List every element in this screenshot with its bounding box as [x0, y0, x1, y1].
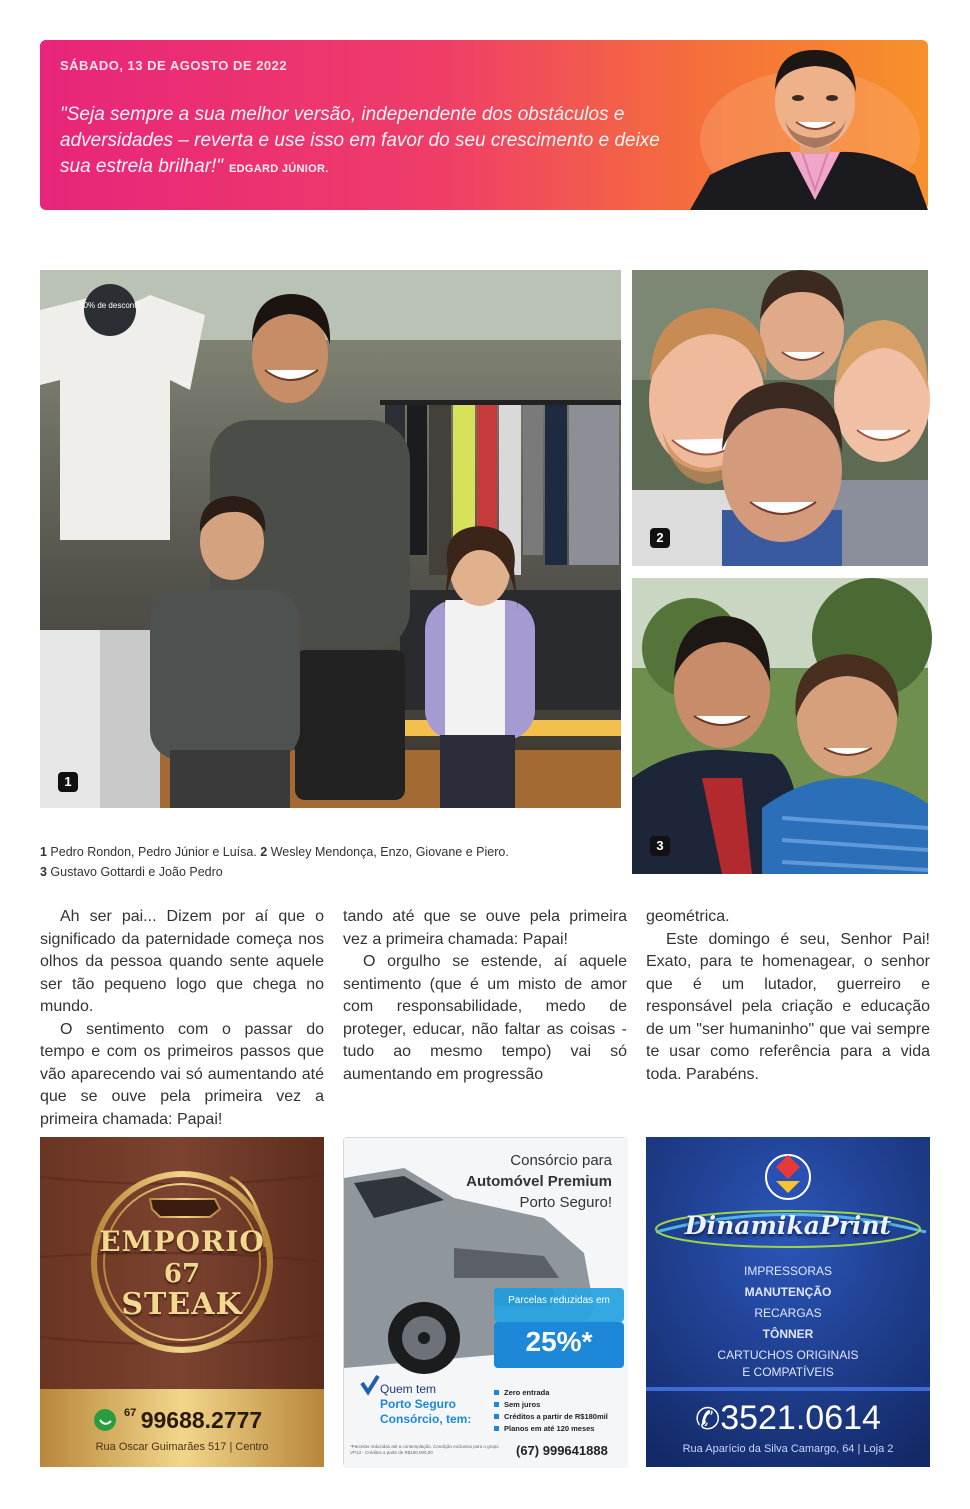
discount-tag-text: 10% de desconto	[79, 301, 141, 310]
brand-line-3: STEAK	[121, 1287, 243, 1322]
date-line: SÁBADO, 13 DE AGOSTO DE 2022	[60, 58, 288, 73]
disclaimer: *Parcelas reduzidas até a contemplação. Condição exclusiva para o grupo VP13 - Créditos a partir de R$180.000,00	[350, 1444, 499, 1455]
phone-number: 3521.0614	[720, 1399, 881, 1437]
benefit-item: Zero entrada	[504, 1388, 550, 1397]
services-list	[646, 1261, 930, 1383]
benefits-list	[504, 1387, 608, 1435]
parcelas-label: Parcelas reduzidas em	[508, 1295, 610, 1306]
article-column-1	[40, 906, 324, 1128]
caption-text: Pedro Rondon, Pedro Júnior e Luísa.	[46, 845, 261, 859]
photo-number-badge: 3	[650, 836, 670, 856]
benefit-item: Planos em até 120 meses	[504, 1424, 595, 1433]
quote-text: "Seja sempre a sua melhor versão, independente dos obstáculos e adversidades – reverta e use isso em favor do seu crescimento e deixe sua estrela brilhar!"	[60, 104, 660, 177]
phone-line	[666, 1399, 910, 1438]
header-banner	[40, 40, 928, 210]
caption-number: 3	[40, 865, 47, 879]
caption-text: Gustavo Gottardi e João Pedro	[46, 865, 223, 879]
photo-father-son-outdoor	[632, 578, 928, 874]
brand-line-2: 67	[163, 1259, 201, 1289]
service-item: E COMPATÍVEIS	[742, 1365, 834, 1379]
article-column-3	[646, 906, 930, 1086]
article-paragraph-continued: geométrica.	[646, 908, 730, 925]
article-paragraph: O orgulho se estende, aí aquele sentimento (que é um misto de amor com responsabilidade, medo de proteger, educar, não faltar as coisas - tudo ao mesmo tempo) vai só aumentando em progressão	[343, 953, 627, 1083]
brand-line-1: EMPORIO	[99, 1225, 265, 1258]
phone-number: (67) 999641888	[516, 1443, 608, 1458]
service-item: RECARGAS	[754, 1306, 822, 1320]
article-paragraph: Ah ser pai... Dizem por aí que o significado da paternidade começa nos olhos da pessoa quando sente aquele ser tão pequeno logo que chega no mundo.	[40, 908, 324, 1015]
service-item: TÔNNER	[762, 1327, 814, 1341]
ad-title	[466, 1150, 612, 1213]
photo-number-badge: 2	[650, 528, 670, 548]
photo-caption	[40, 842, 620, 882]
photo-father-children-store	[40, 270, 621, 808]
title-line-2: Automóvel Premium	[466, 1173, 612, 1190]
photo-number-badge: 1	[58, 772, 78, 792]
quem-tem-block	[380, 1382, 471, 1427]
phone-prefix: 67	[124, 1407, 137, 1419]
consorcio-tem: Consórcio, tem:	[380, 1412, 472, 1426]
article-paragraph-text: O sentimento com o passar do tempo e com os primeiros passos que vão aparecendo vai só aumentando até que se ouve pela primeira vez a primeira chamada: Papai!	[40, 1020, 324, 1128]
quote	[60, 102, 680, 182]
service-item: CARTUCHOS ORIGINAIS	[717, 1348, 859, 1362]
quem-tem: Quem tem	[380, 1382, 437, 1396]
phone-number: 99688.2777	[140, 1407, 263, 1433]
caption-number: 2	[260, 845, 268, 859]
quote-author: EDGARD JÚNIOR.	[229, 163, 329, 175]
phone-line	[124, 1407, 262, 1434]
article-paragraph	[40, 1019, 324, 1128]
title-line-3: Porto Seguro!	[519, 1194, 612, 1211]
photo-family-selfie	[632, 270, 928, 566]
phone-icon: ✆	[695, 1403, 721, 1436]
service-item: IMPRESSORAS	[743, 1264, 833, 1278]
porto-seguro: Porto Seguro	[380, 1397, 457, 1411]
brand-name: DinamikaPrint	[684, 1211, 892, 1240]
benefit-item: Créditos a partir de R$180mil	[504, 1412, 608, 1421]
article-paragraph: Este domingo é seu, Senhor Pai! Exato, para te homenagear, o senhor que é um lutador, guerreiro e responsável pela criação e educação de um "ser humaninho" que vai sempre te usar como referência para a vida toda. Parabéns.	[646, 930, 930, 1083]
service-item: MANUTENÇÃO	[744, 1285, 832, 1299]
article-paragraph-continued: tando até que se ouve pela primeira vez a primeira chamada: Papai!	[343, 908, 627, 948]
discount-percent: 25%*	[525, 1326, 593, 1357]
benefit-item: Sem juros	[504, 1400, 541, 1409]
columnist-portrait	[690, 40, 928, 210]
title-line-1: Consórcio para	[510, 1152, 612, 1169]
article-column-2	[343, 906, 627, 1086]
address: Rua Oscar Guimarães 517 | Centro	[95, 1441, 269, 1453]
address: Rua Aparício da Silva Camargo, 64 | Loja 2	[682, 1443, 894, 1455]
ad-porto-seguro-consorcio	[343, 1137, 627, 1467]
ad-dinamikaprint	[646, 1137, 930, 1467]
ad-emporio-steak	[40, 1137, 324, 1467]
caption-number: 1	[40, 845, 47, 859]
caption-text: Wesley Mendonça, Enzo, Giovane e Piero.	[267, 845, 509, 859]
